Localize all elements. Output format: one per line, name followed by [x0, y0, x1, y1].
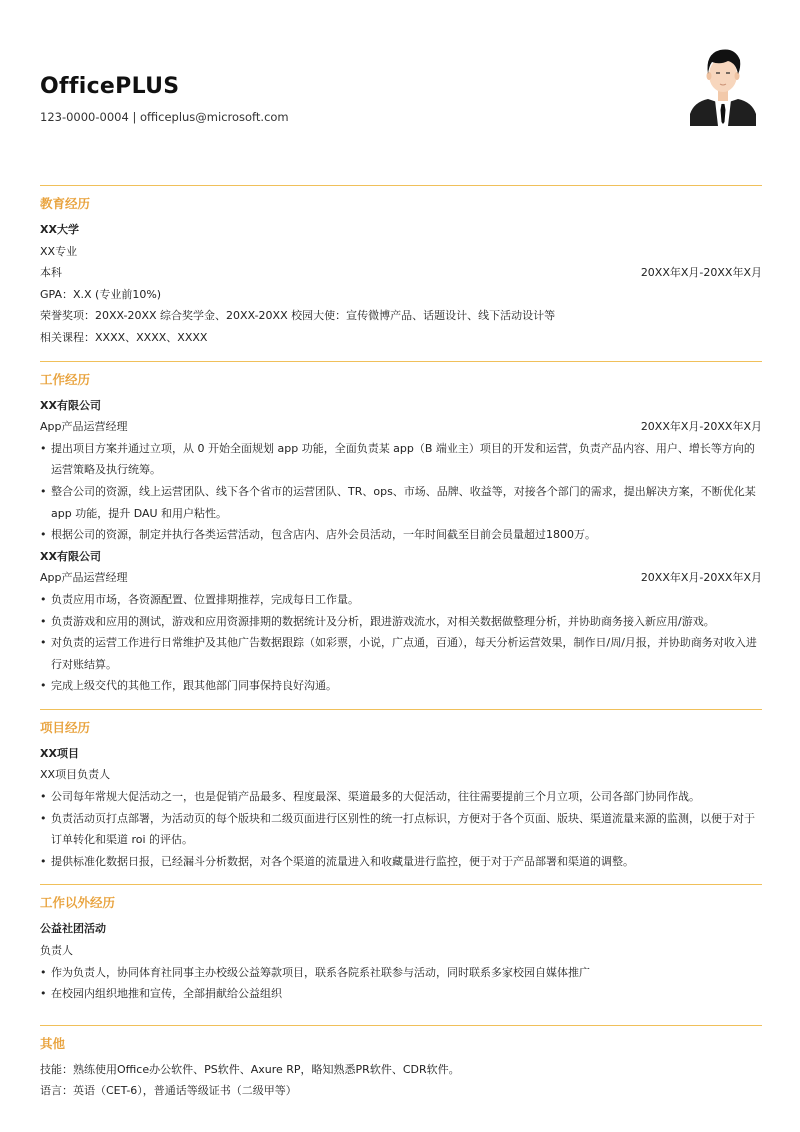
- job-title: App产品运营经理: [40, 420, 128, 434]
- section-title: 项目经历: [40, 719, 91, 735]
- languages: 语言：英语（CET-6），普通话等级证书（二级甲等）: [40, 1084, 297, 1098]
- work-entry: [40, 546, 762, 697]
- degree: 本科: [40, 266, 62, 280]
- major: XX专业: [40, 244, 78, 258]
- skills: 技能：熟练使用Office办公软件、PS软件、Axure RP，略知熟悉PR软件、CDR软件。: [40, 1062, 460, 1076]
- avatar-ear-left: [707, 72, 712, 80]
- list-item: • 提供标准化数据日报，已经漏斗分析数据，对各个渠道的流量进入和收藏量进行监控，便于对于产品部署和渠道的调整。: [40, 851, 762, 873]
- date-range: 20XX年X月-20XX年X月: [640, 571, 762, 585]
- date-range: 20XX年X月-20XX年X月: [640, 420, 762, 434]
- avatar: [690, 44, 756, 126]
- section-project: [40, 709, 762, 873]
- resume-body: [40, 180, 762, 1102]
- list-item: • 提出项目方案并通过立项，从 0 开始全面规划 app 功能，全面负责某 app（B 端业主）项目的开发和运营，负责产品内容、用户、增长等方向的运营策略及执行统筹。: [40, 438, 762, 481]
- section-extracurricular: [40, 884, 762, 1004]
- list-item: • 负责游戏和应用的测试，游戏和应用资源排期的数据统计及分析，跟进游戏流水，对相关数据做整理分析，并协助商务接入新应用/游戏。: [40, 611, 762, 633]
- list-item: • 负责应用市场，各资源配置、位置排期推荐，完成每日工作量。: [40, 589, 762, 611]
- bullet-list: [40, 962, 762, 1005]
- section-work: [40, 361, 762, 697]
- gpa: GPA：X.X (专业前10%): [40, 287, 162, 301]
- list-item: • 负责活动页打点部署，为活动页的每个版块和二级页面进行区别性的统一打点标识，方便对于各个页面、版块、渠道流量来源的监测，以便于对于订单转化和渠道 roi 的评估。: [40, 808, 762, 851]
- company-name: XX有限公司: [40, 549, 101, 563]
- list-item: • 公司每年常规大促活动之一，也是促销产品最多、程度最深、渠道最多的大促活动，往往需要提前三个月立项，公司各部门协同作战。: [40, 786, 762, 808]
- list-item: • 作为负责人，协同体育社同事主办校级公益筹款项目，联系各院系社联参与活动，同时联系多家校园自媒体推广: [40, 962, 762, 984]
- project-name: XX项目: [40, 746, 79, 760]
- company-name: XX有限公司: [40, 398, 101, 412]
- work-entry: [40, 395, 762, 546]
- job-title: App产品运营经理: [40, 571, 128, 585]
- section-education: [40, 185, 762, 349]
- candidate-name: OfficePLUS: [40, 74, 180, 99]
- bullet-list: [40, 589, 762, 697]
- section-title: 工作经历: [40, 371, 91, 387]
- bullet-list: [40, 786, 762, 872]
- list-item: • 在校园内组织地推和宣传，全部捐献给公益组织: [40, 983, 762, 1005]
- organization-role: 负责人: [40, 944, 73, 958]
- section-other: [40, 1025, 762, 1102]
- contact-info: 123-0000-0004 | officeplus@microsoft.com: [40, 110, 289, 124]
- role-row: [40, 567, 762, 589]
- list-item: • 完成上级交代的其他工作，跟其他部门同事保持良好沟通。: [40, 675, 762, 697]
- role-row: [40, 416, 762, 438]
- section-title: 教育经历: [40, 196, 91, 211]
- avatar-ear-right: [735, 72, 740, 80]
- school-name: XX大学: [40, 223, 79, 236]
- project-role: XX项目负责人: [40, 768, 111, 782]
- list-item: • 对负责的运营工作进行日常维护及其他广告数据跟踪（如彩票，小说，广点通，百通），每天分析运营效果，制作日/周/月报，并协助商务对收入进行对账结算。: [40, 632, 762, 675]
- date-range: 20XX年X月-20XX年X月: [640, 266, 762, 280]
- section-title: 其他: [40, 1035, 66, 1051]
- organization-name: 公益社团活动: [40, 922, 106, 936]
- bullet-list: [40, 438, 762, 546]
- courses: 相关课程：XXXX、XXXX、XXXX: [40, 330, 208, 344]
- honors: 荣誉奖项：20XX-20XX 综合奖学金、20XX-20XX 校园大使：宣传微博产品、话题设计、线下活动设计等: [40, 309, 556, 323]
- section-title: 工作以外经历: [40, 895, 116, 911]
- degree-row: [40, 262, 762, 284]
- list-item: • 整合公司的资源，线上运营团队、线下各个省市的运营团队、TR、ops、市场、品牌、收益等，对接各个部门的需求，提出解决方案，不断优化某 app 功能，提升 DAU 和用户粘性。: [40, 481, 762, 524]
- list-item: • 根据公司的资源，制定并执行各类运营活动，包含店内、店外会员活动，一年时间截至目前会员量超过1800万。: [40, 524, 762, 546]
